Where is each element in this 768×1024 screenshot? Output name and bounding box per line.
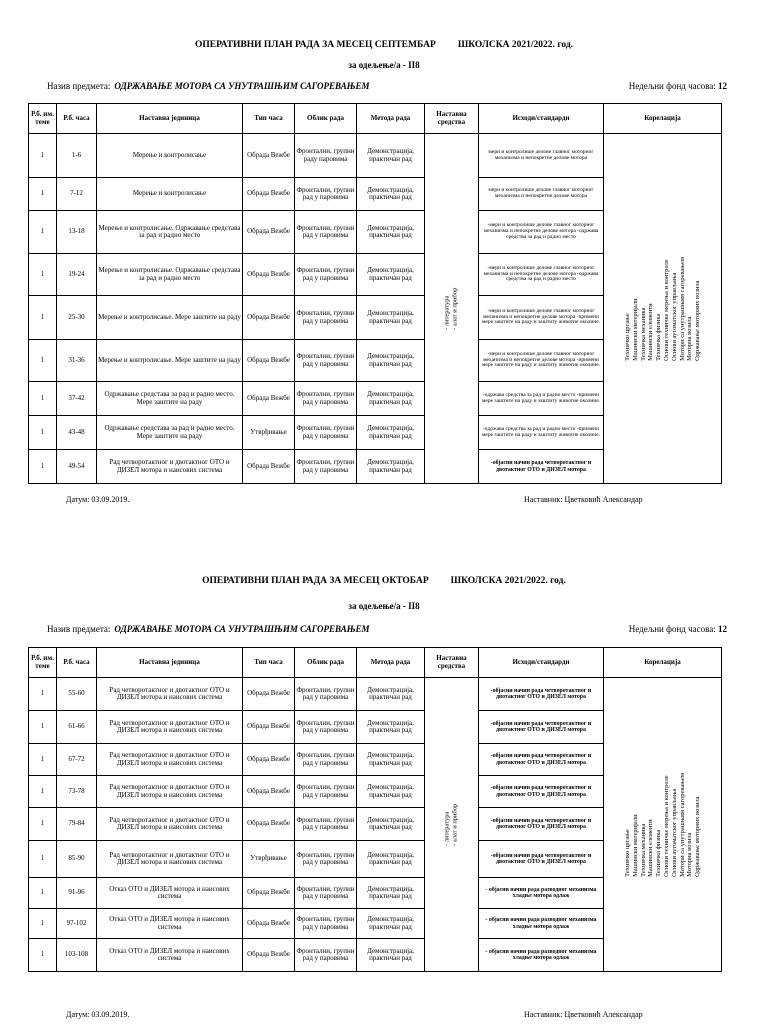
type-cell: Обрада Вежбе xyxy=(243,382,295,416)
form-cell: Фронтални, групни рад у паровима xyxy=(295,841,357,878)
col-header: Исходи/стандарди xyxy=(479,104,604,134)
col-header: Корелација xyxy=(604,648,722,678)
topic-cell: 1 xyxy=(29,382,57,416)
table-row xyxy=(29,134,722,178)
col-header: Наставна средства xyxy=(425,104,479,134)
unit-cell: Мерење и контролисање xyxy=(97,134,243,178)
aid-item: - алат и прибор xyxy=(451,287,459,330)
month-title: ОПЕРАТИВНИ ПЛАН РАДА ЗА МЕСЕЦ СЕПТЕМБАР xyxy=(194,40,436,50)
topic-cell: 1 xyxy=(29,678,57,711)
form-cell: Фронтални, групни рад у паровима xyxy=(295,450,357,484)
correlation-item: Машински елементи xyxy=(646,302,654,361)
outcome-cell: -објасни начин рада четворотактног и двотактног ОТО и ДИЗЕЛ мотора xyxy=(479,808,604,841)
hours-cell: 7-12 xyxy=(57,178,97,211)
topic-cell: 1 xyxy=(29,909,57,939)
topic-cell: 1 xyxy=(29,878,57,909)
hours-cell: 37-42 xyxy=(57,382,97,416)
correlation-item: Одржавање моторних возила xyxy=(693,796,701,877)
form-cell: Фронтални, групни рад у паровима xyxy=(295,878,357,909)
form-cell: Фронтални, групни рад у паровима xyxy=(295,178,357,211)
school-year: ШКОЛСКА 2021/2022. год. xyxy=(457,40,573,50)
correlation-item: Техничка физика xyxy=(654,313,662,361)
aid-item: - литература xyxy=(443,295,451,330)
method-cell: Демонстрација, практичан рад xyxy=(357,254,425,296)
topic-cell: 1 xyxy=(29,340,57,382)
col-header: Р.б. часа xyxy=(57,104,97,134)
col-header: Р.б. нм. теме xyxy=(29,648,57,678)
plan-table xyxy=(28,647,722,972)
subject-line xyxy=(47,81,727,91)
outcome-cell: -одржава средства за рад и радно место -примени мере заштите на раду и заштиту животне околине. xyxy=(479,382,604,416)
method-cell: Демонстрација, практичан рад xyxy=(357,808,425,841)
col-header: Тип часа xyxy=(243,104,295,134)
correlation-item: Машински материјали xyxy=(631,813,639,877)
plan-title xyxy=(0,40,768,50)
header-row xyxy=(29,104,722,134)
subject-line xyxy=(47,624,727,634)
topic-cell: 1 xyxy=(29,450,57,484)
unit-cell: Рад четворотактног и двотактног ОТО и ДИЗЕЛ мотора и наисових система xyxy=(97,808,243,841)
outcome-cell: -мери и контролише делове главног моторног механизма и непокретне делове мотора -примени мере заштите на раду и заштиту животне околине. xyxy=(479,296,604,340)
form-cell: Фронтални, групни рад у паровима xyxy=(295,254,357,296)
topic-cell: 1 xyxy=(29,211,57,254)
aid-item: - алат и прибор xyxy=(451,803,459,846)
type-cell: Утврђивање xyxy=(243,841,295,878)
method-cell: Демонстрација, практичан рад xyxy=(357,296,425,340)
header-row xyxy=(29,648,722,678)
correlation-item: Техничко цртање xyxy=(623,312,631,361)
form-cell: Фронтални, групни рад у паровима xyxy=(295,382,357,416)
method-cell: Демонстрација, практичан рад xyxy=(357,416,425,450)
date-text: Датум: 03.09.2019. xyxy=(66,1010,130,1019)
hours-cell: 1-6 xyxy=(57,134,97,178)
outcome-cell: -мери и контролише делове главног моторног механизма и непокретне делове мотора -одржава средства за рад и радно место xyxy=(479,254,604,296)
hours-cell: 25-30 xyxy=(57,296,97,340)
outcome-cell: -објасни начин рада четворотактног и двотактног ОТО и ДИЗЕЛ мотора xyxy=(479,744,604,776)
method-cell: Демонстрација, практичан рад xyxy=(357,711,425,744)
type-cell: Обрада Вежбе xyxy=(243,178,295,211)
month-title: ОПЕРАТИВНИ ПЛАН РАДА ЗА МЕСЕЦ ОКТОБАР xyxy=(202,576,429,586)
outcome-cell: -одржава средства за рад и радно место -примени мере заштите на раду и заштиту животне околине. xyxy=(479,416,604,450)
outcome-cell: -објасни начин рада четворотактног и двотактног ОТО и ДИЗЕЛ мотора xyxy=(479,450,604,484)
teacher-text: Наставник: Цветковић Александар xyxy=(524,1010,643,1019)
subject-value: ОДРЖАВАЊЕ МОТОРА СА УНУТРАШЊИМ САГОРЕВАЊЕМ xyxy=(114,81,370,91)
teacher-text: Наставник: Цветковић Александар xyxy=(524,495,643,504)
method-cell: Демонстрација, практичан рад xyxy=(357,211,425,254)
form-cell: Фронтални, групни рад у паровима xyxy=(295,909,357,939)
unit-cell: Рад четворотактног и двотактног ОТО и ДИЗЕЛ мотора и наисових система xyxy=(97,841,243,878)
school-year: ШКОЛСКА 2021/2022. год. xyxy=(450,576,566,586)
unit-cell: Отказ ОТО и ДИЗЕЛ мотора и наисових система xyxy=(97,878,243,909)
topic-cell: 1 xyxy=(29,776,57,808)
method-cell: Демонстрација, практичан рад xyxy=(357,450,425,484)
unit-cell: Одржавање средстава за рад и радно место. Мере заштите на раду xyxy=(97,416,243,450)
fund-value: 12 xyxy=(718,624,727,634)
topic-cell: 1 xyxy=(29,808,57,841)
col-header: Р.б. нм. теме xyxy=(29,104,57,134)
correlation-item: Техничка механика xyxy=(639,307,647,361)
class-line: за одељење/а - II8 xyxy=(348,601,420,611)
table-row xyxy=(29,678,722,711)
form-cell: Фронтални, групни рад у паровима xyxy=(295,711,357,744)
form-cell: Фронтални, групни рад у паровима xyxy=(295,808,357,841)
outcome-cell: -мери и контролише делове главног моторног механизма и непокретне делове мотора -одржава средства за рад и радно место xyxy=(479,211,604,254)
method-cell: Демонстрација, практичан рад xyxy=(357,909,425,939)
subject-label: Назив предмета: xyxy=(47,624,111,634)
method-cell: Демонстрација, практичан рад xyxy=(357,382,425,416)
type-cell: Обрада Вежбе xyxy=(243,211,295,254)
type-cell: Обрада Вежбе xyxy=(243,776,295,808)
hours-cell: 73-78 xyxy=(57,776,97,808)
correlation-cell xyxy=(604,678,722,972)
type-cell: Обрада Вежбе xyxy=(243,744,295,776)
correlation-item: Мотори са унутрашњим сагоревањем xyxy=(678,256,686,361)
unit-cell: Рад четворотактног и двотактног ОТО и ДИЗЕЛ мотора и наисових система xyxy=(97,776,243,808)
outcome-cell: -објасни начин рада четворотактног и двотактног ОТО и ДИЗЕЛ мотора xyxy=(479,776,604,808)
topic-cell: 1 xyxy=(29,711,57,744)
method-cell: Демонстрација, практичан рад xyxy=(357,134,425,178)
correlation-item: Мотори са унутрашњим сагоревањем xyxy=(678,772,686,877)
type-cell: Обрада Вежбе xyxy=(243,909,295,939)
correlation-item: Одржавање моторних возила xyxy=(693,280,701,361)
form-cell: Фронтални, групни рад у паровима xyxy=(295,939,357,972)
form-cell: Фронтални, групни рад у паровима xyxy=(295,776,357,808)
col-header: Наставна јединица xyxy=(97,104,243,134)
teaching-aids-cell xyxy=(425,678,479,972)
topic-cell: 1 xyxy=(29,416,57,450)
subject-value: ОДРЖАВАЊЕ МОТОРА СА УНУТРАШЊИМ САГОРЕВАЊЕМ xyxy=(114,624,370,634)
date-text: Датум: 03.09.2019. xyxy=(66,495,130,504)
type-cell: Обрада Вежбе xyxy=(243,450,295,484)
col-header: Метода рада xyxy=(357,648,425,678)
class-line: за одељење/а - II8 xyxy=(348,60,420,70)
type-cell: Обрада Вежбе xyxy=(243,878,295,909)
type-cell: Утврђивање xyxy=(243,416,295,450)
topic-cell: 1 xyxy=(29,939,57,972)
weekly-fund xyxy=(629,81,727,91)
col-header: Тип часа xyxy=(243,648,295,678)
correlation-item: Машински материјали xyxy=(631,297,639,361)
unit-cell: Отказ ОТО и ДИЗЕЛ мотора и наисових система xyxy=(97,909,243,939)
correlation-item: Основи аутоматског управљања xyxy=(670,788,678,877)
topic-cell: 1 xyxy=(29,178,57,211)
outcome-cell: -објасни начин рада четворотактног и двотактног ОТО и ДИЗЕЛ мотора xyxy=(479,711,604,744)
outcome-cell: мери и контролише делове главног моторног механизма и непокретне делове мотора xyxy=(479,178,604,211)
hours-cell: 13-18 xyxy=(57,211,97,254)
form-cell: Фронтални, групни рад у паровима xyxy=(295,744,357,776)
method-cell: Демонстрација, практичан рад xyxy=(357,340,425,382)
type-cell: Обрада Вежбе xyxy=(243,134,295,178)
hours-cell: 103-108 xyxy=(57,939,97,972)
col-header: Р.б. часа xyxy=(57,648,97,678)
unit-cell: Мерење и контролисање. Мере заштите на раду xyxy=(97,340,243,382)
topic-cell: 1 xyxy=(29,744,57,776)
outcome-cell: -објасни начин рада четворотактног и двотактног ОТО и ДИЗЕЛ мотора xyxy=(479,678,604,711)
method-cell: Демонстрација, практичан рад xyxy=(357,878,425,909)
type-cell: Обрада Вежбе xyxy=(243,296,295,340)
weekly-fund xyxy=(629,624,727,634)
correlation-item: Моторна возила xyxy=(685,315,693,361)
outcome-cell: - објасни начин рада разводног механизма хладње мотора одлаж xyxy=(479,878,604,909)
unit-cell: Отказ ОТО и ДИЗЕЛ мотора и наисових система xyxy=(97,939,243,972)
col-header: Метода рада xyxy=(357,104,425,134)
unit-cell: Рад четворотактног и двотактног ОТО и ДИЗЕЛ мотора и наисових система xyxy=(97,450,243,484)
plan-title xyxy=(0,576,768,586)
method-cell: Демонстрација, практичан рад xyxy=(357,841,425,878)
unit-cell: Рад четворотактног и двотактног ОТО и ДИЗЕЛ мотора и наисових система xyxy=(97,744,243,776)
plan-table xyxy=(28,103,722,484)
unit-cell: Одржавање средстава за рад и радно место. Мере заштите на раду xyxy=(97,382,243,416)
hours-cell: 61-66 xyxy=(57,711,97,744)
hours-cell: 85-90 xyxy=(57,841,97,878)
correlation-item: Техничка физика xyxy=(654,829,662,877)
col-header: Исходи/стандарди xyxy=(479,648,604,678)
fund-label: Недељни фонд часова: xyxy=(628,81,716,91)
hours-cell: 31-36 xyxy=(57,340,97,382)
unit-cell: Рад четворотактног и двотактног ОТО и ДИЗЕЛ мотора и наисових система xyxy=(97,711,243,744)
method-cell: Демонстрација, практичан рад xyxy=(357,939,425,972)
method-cell: Демонстрација, практичан рад xyxy=(357,776,425,808)
teaching-aids xyxy=(444,803,460,845)
col-header: Облик рада xyxy=(295,104,357,134)
correlation-item: Основи техничке мерења и контроле xyxy=(662,258,670,361)
unit-cell: Мерење и контролисање xyxy=(97,178,243,211)
outcome-cell: -мери и контролише делове главног моторног механизма и непокретне делове мотора -примени мере заштите на раду и заштиту животне околине. xyxy=(479,340,604,382)
topic-cell: 1 xyxy=(29,841,57,878)
correlation-item: Техничко цртање xyxy=(623,828,631,877)
hours-cell: 91-96 xyxy=(57,878,97,909)
hours-cell: 19-24 xyxy=(57,254,97,296)
correlation-item: Моторна возила xyxy=(685,831,693,877)
correlation-list xyxy=(624,257,702,361)
hours-cell: 97-102 xyxy=(57,909,97,939)
correlation-list xyxy=(624,773,702,877)
hours-cell: 49-54 xyxy=(57,450,97,484)
col-header: Корелација xyxy=(604,104,722,134)
topic-cell: 1 xyxy=(29,296,57,340)
type-cell: Обрада Вежбе xyxy=(243,808,295,841)
correlation-item: Машински елементи xyxy=(646,818,654,877)
form-cell: Фронтални, групни рад у паровима xyxy=(295,211,357,254)
col-header: Наставна јединица xyxy=(97,648,243,678)
topic-cell: 1 xyxy=(29,134,57,178)
method-cell: Демонстрација, практичан рад xyxy=(357,178,425,211)
aid-item: - литература xyxy=(443,811,451,846)
fund-value: 12 xyxy=(718,81,727,91)
form-cell: Фронтални, групни раду паровима xyxy=(295,134,357,178)
hours-cell: 55-60 xyxy=(57,678,97,711)
unit-cell: Мерење и контролисање. Одржавање средстава за рад и радно место xyxy=(97,254,243,296)
topic-cell: 1 xyxy=(29,254,57,296)
form-cell: Фронтални, групни рад у паровима xyxy=(295,340,357,382)
type-cell: Обрада Вежбе xyxy=(243,678,295,711)
hours-cell: 67-72 xyxy=(57,744,97,776)
outcome-cell: мери и контролише делове главног моторног механизма и непокретне делове мотора xyxy=(479,134,604,178)
hours-cell: 43-48 xyxy=(57,416,97,450)
col-header: Облик рада xyxy=(295,648,357,678)
unit-cell: Мерење и контролисање. Одржавање средстава за рад и радно место xyxy=(97,211,243,254)
unit-cell: Рад четворотактног и двотактног ОТО и ДИЗЕЛ мотора и наисових система xyxy=(97,678,243,711)
col-header: Наставна средства xyxy=(425,648,479,678)
form-cell: Фронтални, групни рад у паровима xyxy=(295,416,357,450)
method-cell: Демонстрација, практичан рад xyxy=(357,678,425,711)
type-cell: Обрада Вежбе xyxy=(243,939,295,972)
correlation-item: Техничка механика xyxy=(639,823,647,877)
teaching-aids xyxy=(444,287,460,329)
outcome-cell: - објасни начин рада разводног механизма хладње мотора одлаж xyxy=(479,939,604,972)
fund-label: Недељни фонд часова: xyxy=(628,624,716,634)
outcome-cell: - објасни начин рада разводног механизма хладње мотора одлаж xyxy=(479,909,604,939)
correlation-item: Основи техничке мерења и контроле xyxy=(662,774,670,877)
outcome-cell: -објасни начин рада четворотактног и двотактног ОТО и ДИЗЕЛ мотора xyxy=(479,841,604,878)
correlation-item: Основи аутоматског управљања xyxy=(670,272,678,361)
correlation-cell xyxy=(604,134,722,484)
method-cell: Демонстрација, практичан рад xyxy=(357,744,425,776)
form-cell: Фронтални, групни рад у паровима xyxy=(295,678,357,711)
subject-label: Назив предмета: xyxy=(47,81,111,91)
unit-cell: Мерење и контролисање. Мере заштите на раду xyxy=(97,296,243,340)
type-cell: Обрада Вежбе xyxy=(243,340,295,382)
type-cell: Обрада Вежбе xyxy=(243,254,295,296)
teaching-aids-cell xyxy=(425,134,479,484)
form-cell: Фронтални, групни рад у паровима xyxy=(295,296,357,340)
type-cell: Обрада Вежбе xyxy=(243,711,295,744)
hours-cell: 79-84 xyxy=(57,808,97,841)
